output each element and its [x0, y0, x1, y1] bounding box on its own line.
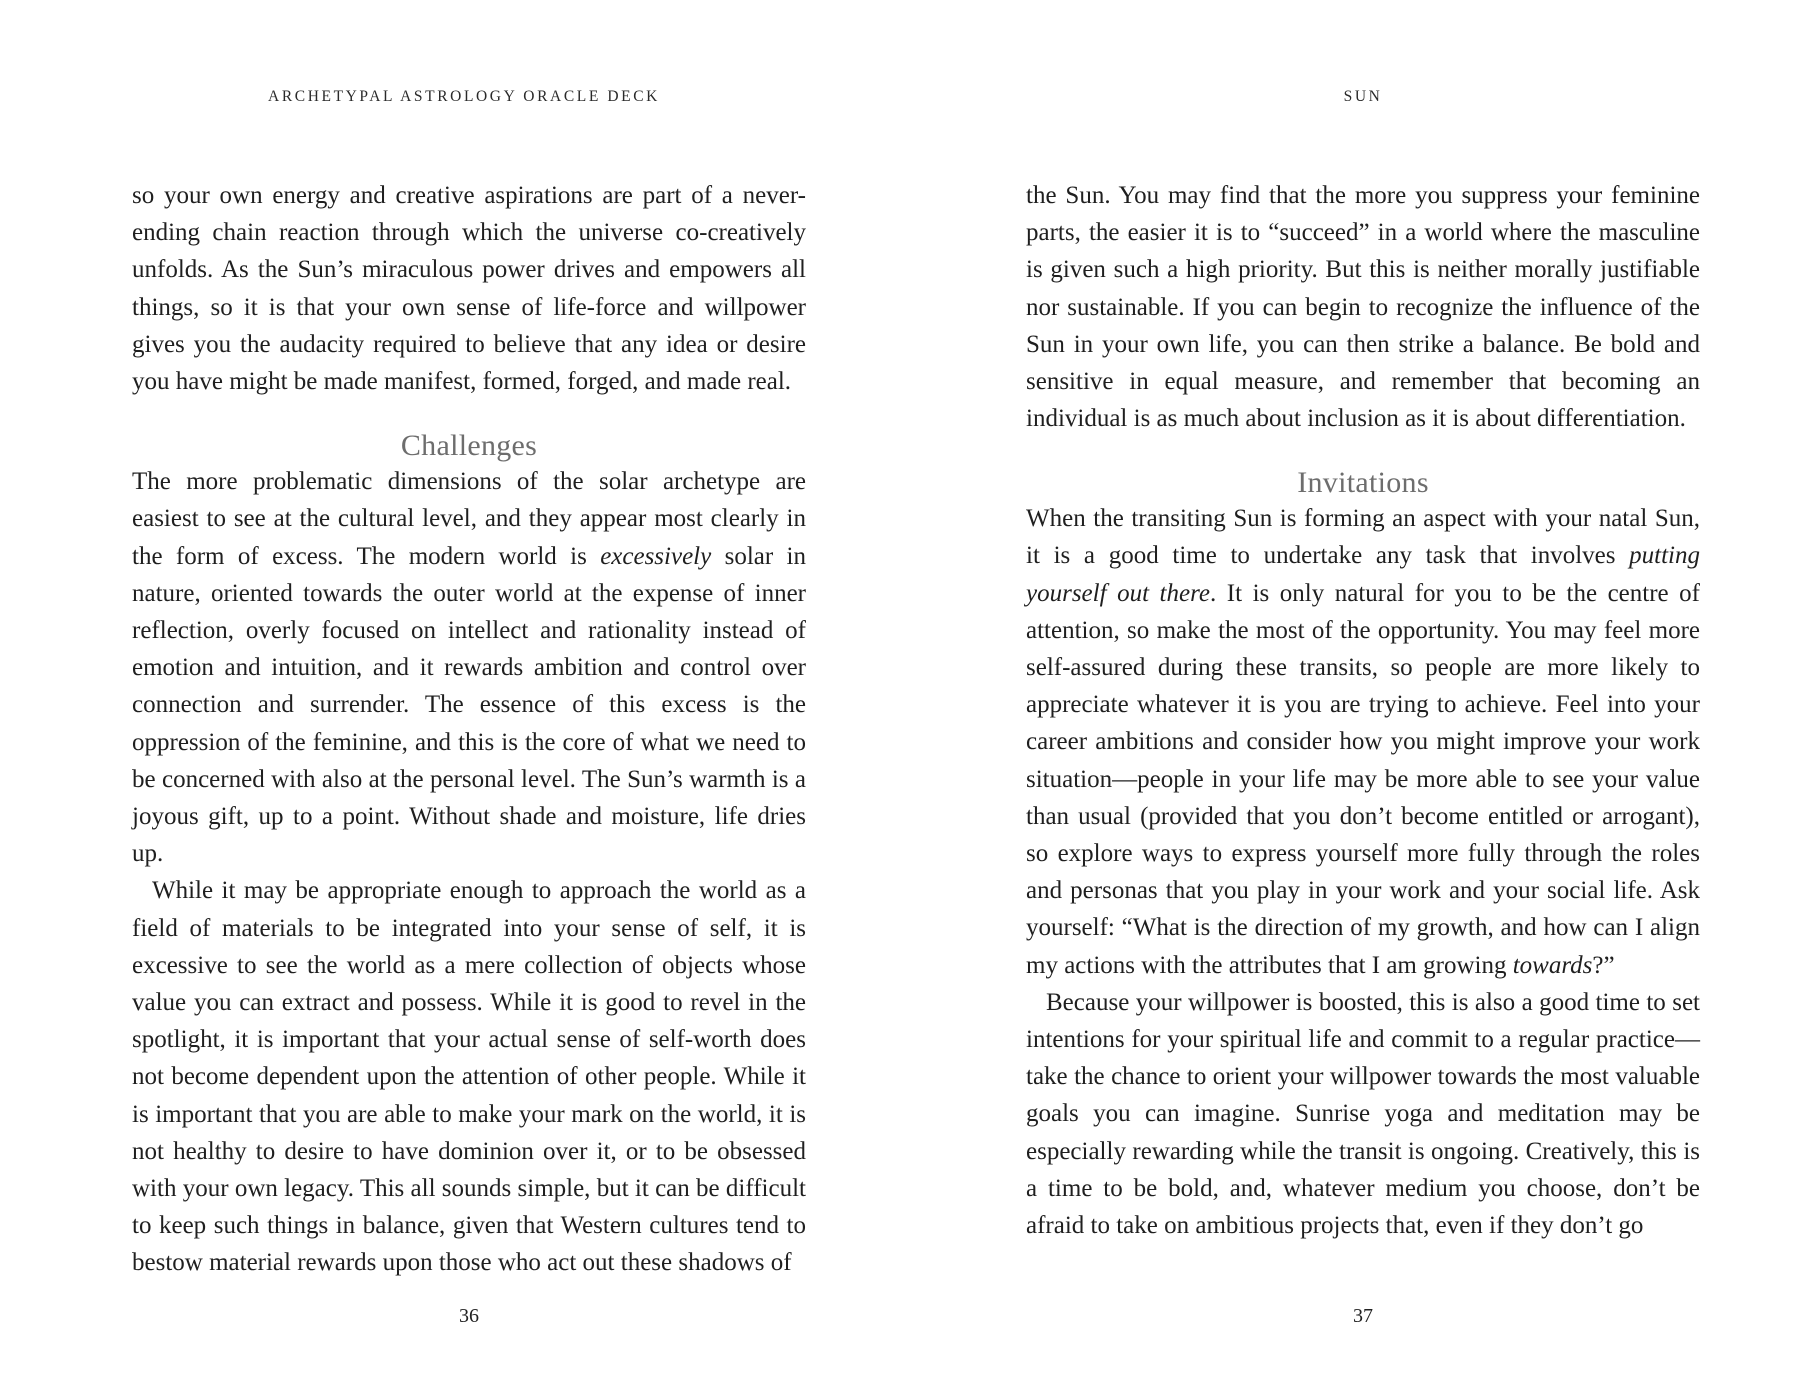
- section-heading-challenges: Challenges: [400, 429, 538, 462]
- left-page-body: [132, 177, 806, 400]
- right-p1-italic-b: towards: [1512, 951, 1593, 979]
- page-number-right: 37: [1353, 1305, 1373, 1327]
- right-invitations-paragraph-1: [1026, 500, 1700, 984]
- right-p1-text-c: ?”: [1592, 951, 1615, 979]
- right-p1-text-a: When the transiting Sun is forming an aspect with your natal Sun, it is a good time to undertake any task that involves: [1026, 505, 1700, 570]
- right-page: [1026, 0, 1700, 1395]
- left-challenges-paragraph-1: [132, 463, 806, 872]
- running-head-left: ARCHETYPAL ASTROLOGY ORACLE DECK: [268, 88, 660, 105]
- left-challenges-paragraph-2: While it may be appropriate enough to approach the world as a field of materials to be integrated into your sense of self, it is excessive to see the world as a mere collection of objects whose value you can extract and possess. While it is good to revel in the spotlight, it is important that your actual sense of self-worth does not become dependent upon the attention of other people. While it is important that you are able to make your mark on the world, it is not healthy to desire to have dominion over it, or to be obsessed with your own legacy. This all sounds simple, but it can be difficult to keep such things in balance, given that Western cultures tend to bestow material rewards upon those who act out these shadows of: [132, 877, 806, 1277]
- right-invitations-section: [1026, 464, 1700, 1244]
- right-page-body: [1026, 177, 1700, 437]
- right-p1-text-b: . It is only natural for you to be the centre of attention, so make the most of the opportunity. You may feel more self-assured during these transits, so people are more likely to appreciate whatever it is you are trying to achieve. Feel into your career ambitions and consider how you might improve your work situation—people in your life may be more able to see your value than usual (provided that you don’t become entitled or arrogant), so explore ways to express yourself more fully through the roles and personas that you play in your work and your social life. Ask yourself: “What is the direction of my growth, and how can I align my actions with the attributes that I am growing: [1026, 579, 1701, 979]
- left-intro-paragraph: so your own energy and creative aspirations are part of a never-ending chain reaction through which the universe co-creatively unfolds. As the Sun’s miraculous power drives and empowers all things, so it is that your own sense of life-force and willpower gives you the audacity required to believe that any idea or desire you have might be made manifest, formed, forged, and made real.: [132, 182, 806, 396]
- page-number-left: 36: [459, 1305, 479, 1327]
- left-p1-text-a: The more problematic dimensions of the solar archetype are easiest to see at the cultural level, and they appear most clearly in the form of excess. The modern world is: [132, 468, 806, 570]
- running-head-right: SUN: [1343, 88, 1383, 105]
- left-challenges-section: [132, 427, 806, 1282]
- left-p1-italic: excessively: [600, 542, 712, 570]
- left-page: [132, 0, 806, 1395]
- right-intro-paragraph: the Sun. You may find that the more you suppress your feminine parts, the easier it is to “succeed” in a world where the masculine is given such a high priority. But this is neither morally justifiable nor sustainable. If you can begin to recognize the influence of the Sun in your own life, you can then strike a balance. Be bold and sensitive in equal measure, and remember that becoming an individual is as much about inclusion as it is about differentiation.: [1026, 182, 1700, 433]
- left-p1-text-b: solar in nature, oriented towards the outer world at the expense of inner reflection, overly focused on intellect and rationality instead of emotion and intuition, and it rewards ambition and control over connection and surrender. The essence of this excess is the oppression of the feminine, and this is the core of what we need to be concerned with also at the personal level. The Sun’s warmth is a joyous gift, up to a point. Without shade and moisture, life dries up.: [132, 542, 806, 868]
- section-heading-invitations: Invitations: [1297, 466, 1429, 499]
- right-p1-italic-a: putting yourself out there: [1026, 542, 1700, 607]
- right-invitations-paragraph-2: Because your willpower is boosted, this is also a good time to set intentions for your spiritual life and commit to a regular practice—take the chance to orient your willpower towards the most valuable goals you can imagine. Sunrise yoga and meditation may be especially rewarding while the transit is ongoing. Creatively, this is a time to be bold, and, whatever medium you choose, don’t be afraid to take on ambitious projects that, even if they don’t go: [1026, 988, 1700, 1240]
